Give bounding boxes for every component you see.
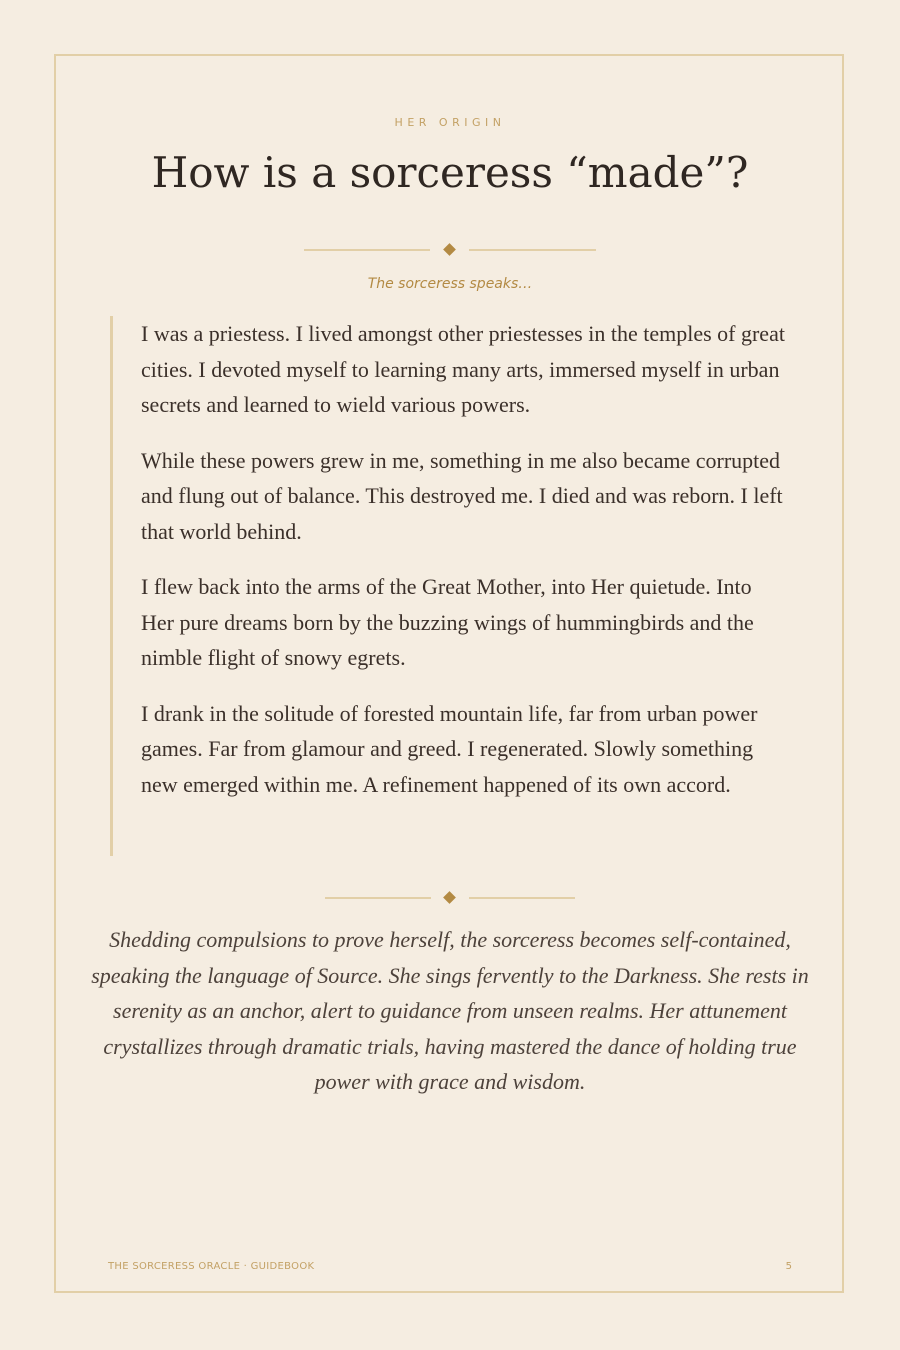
footer-book-title: THE SORCERESS ORACLE · GUIDEBOOK — [108, 1261, 315, 1272]
narrative-paragraph: I was a priestess. I lived amongst other priestesses in the temples of great cities. I devoted myself to learning many arts, immersed myself in urban secrets and learned to wield various powers. — [141, 321, 785, 417]
divider-ornament-top — [304, 243, 596, 257]
speaker-label: The sorceress speaks… — [367, 276, 533, 292]
narrative-paragraph: While these powers grew in me, something in me also became corrupted and flung out of balance. This destroyed me. I died and was reborn. I left that world behind. — [141, 447, 783, 544]
diamond-icon — [443, 891, 456, 904]
diamond-icon — [443, 243, 456, 256]
footer-page-number: 5 — [785, 1261, 792, 1272]
divider-line-left — [325, 897, 431, 899]
section-eyebrow: HER ORIGIN — [394, 116, 506, 129]
divider-line-left — [304, 249, 430, 251]
page-title: How is a sorceress “made”? — [151, 148, 749, 197]
closing-summary: Shedding compulsions to prove herself, the sorceress becomes self-contained, speaking the language of Source. She sings fervently to the Darkness. She rests in serenity as an anchor, alert to guidance from unseen realms. Her attunement crystallizes through dramatic trials, having mastered the dance of holding true power with grace and wisdom. — [91, 927, 809, 1094]
divider-ornament-bottom — [325, 891, 575, 905]
narrative-paragraph: I flew back into the arms of the Great Mother, into Her quietude. Into Her pure dreams born by the buzzing wings of hummingbirds and the nimble flight of snowy egrets. — [141, 574, 754, 670]
narrative-quote-block — [110, 316, 790, 856]
narrative-paragraph: I drank in the solitude of forested mountain life, far from urban power games. Far from glamour and greed. I regenerated. Slowly something new emerged within me. A refinement happened of its own accord. — [141, 700, 758, 797]
divider-line-right — [469, 249, 596, 251]
divider-line-right — [469, 897, 575, 899]
